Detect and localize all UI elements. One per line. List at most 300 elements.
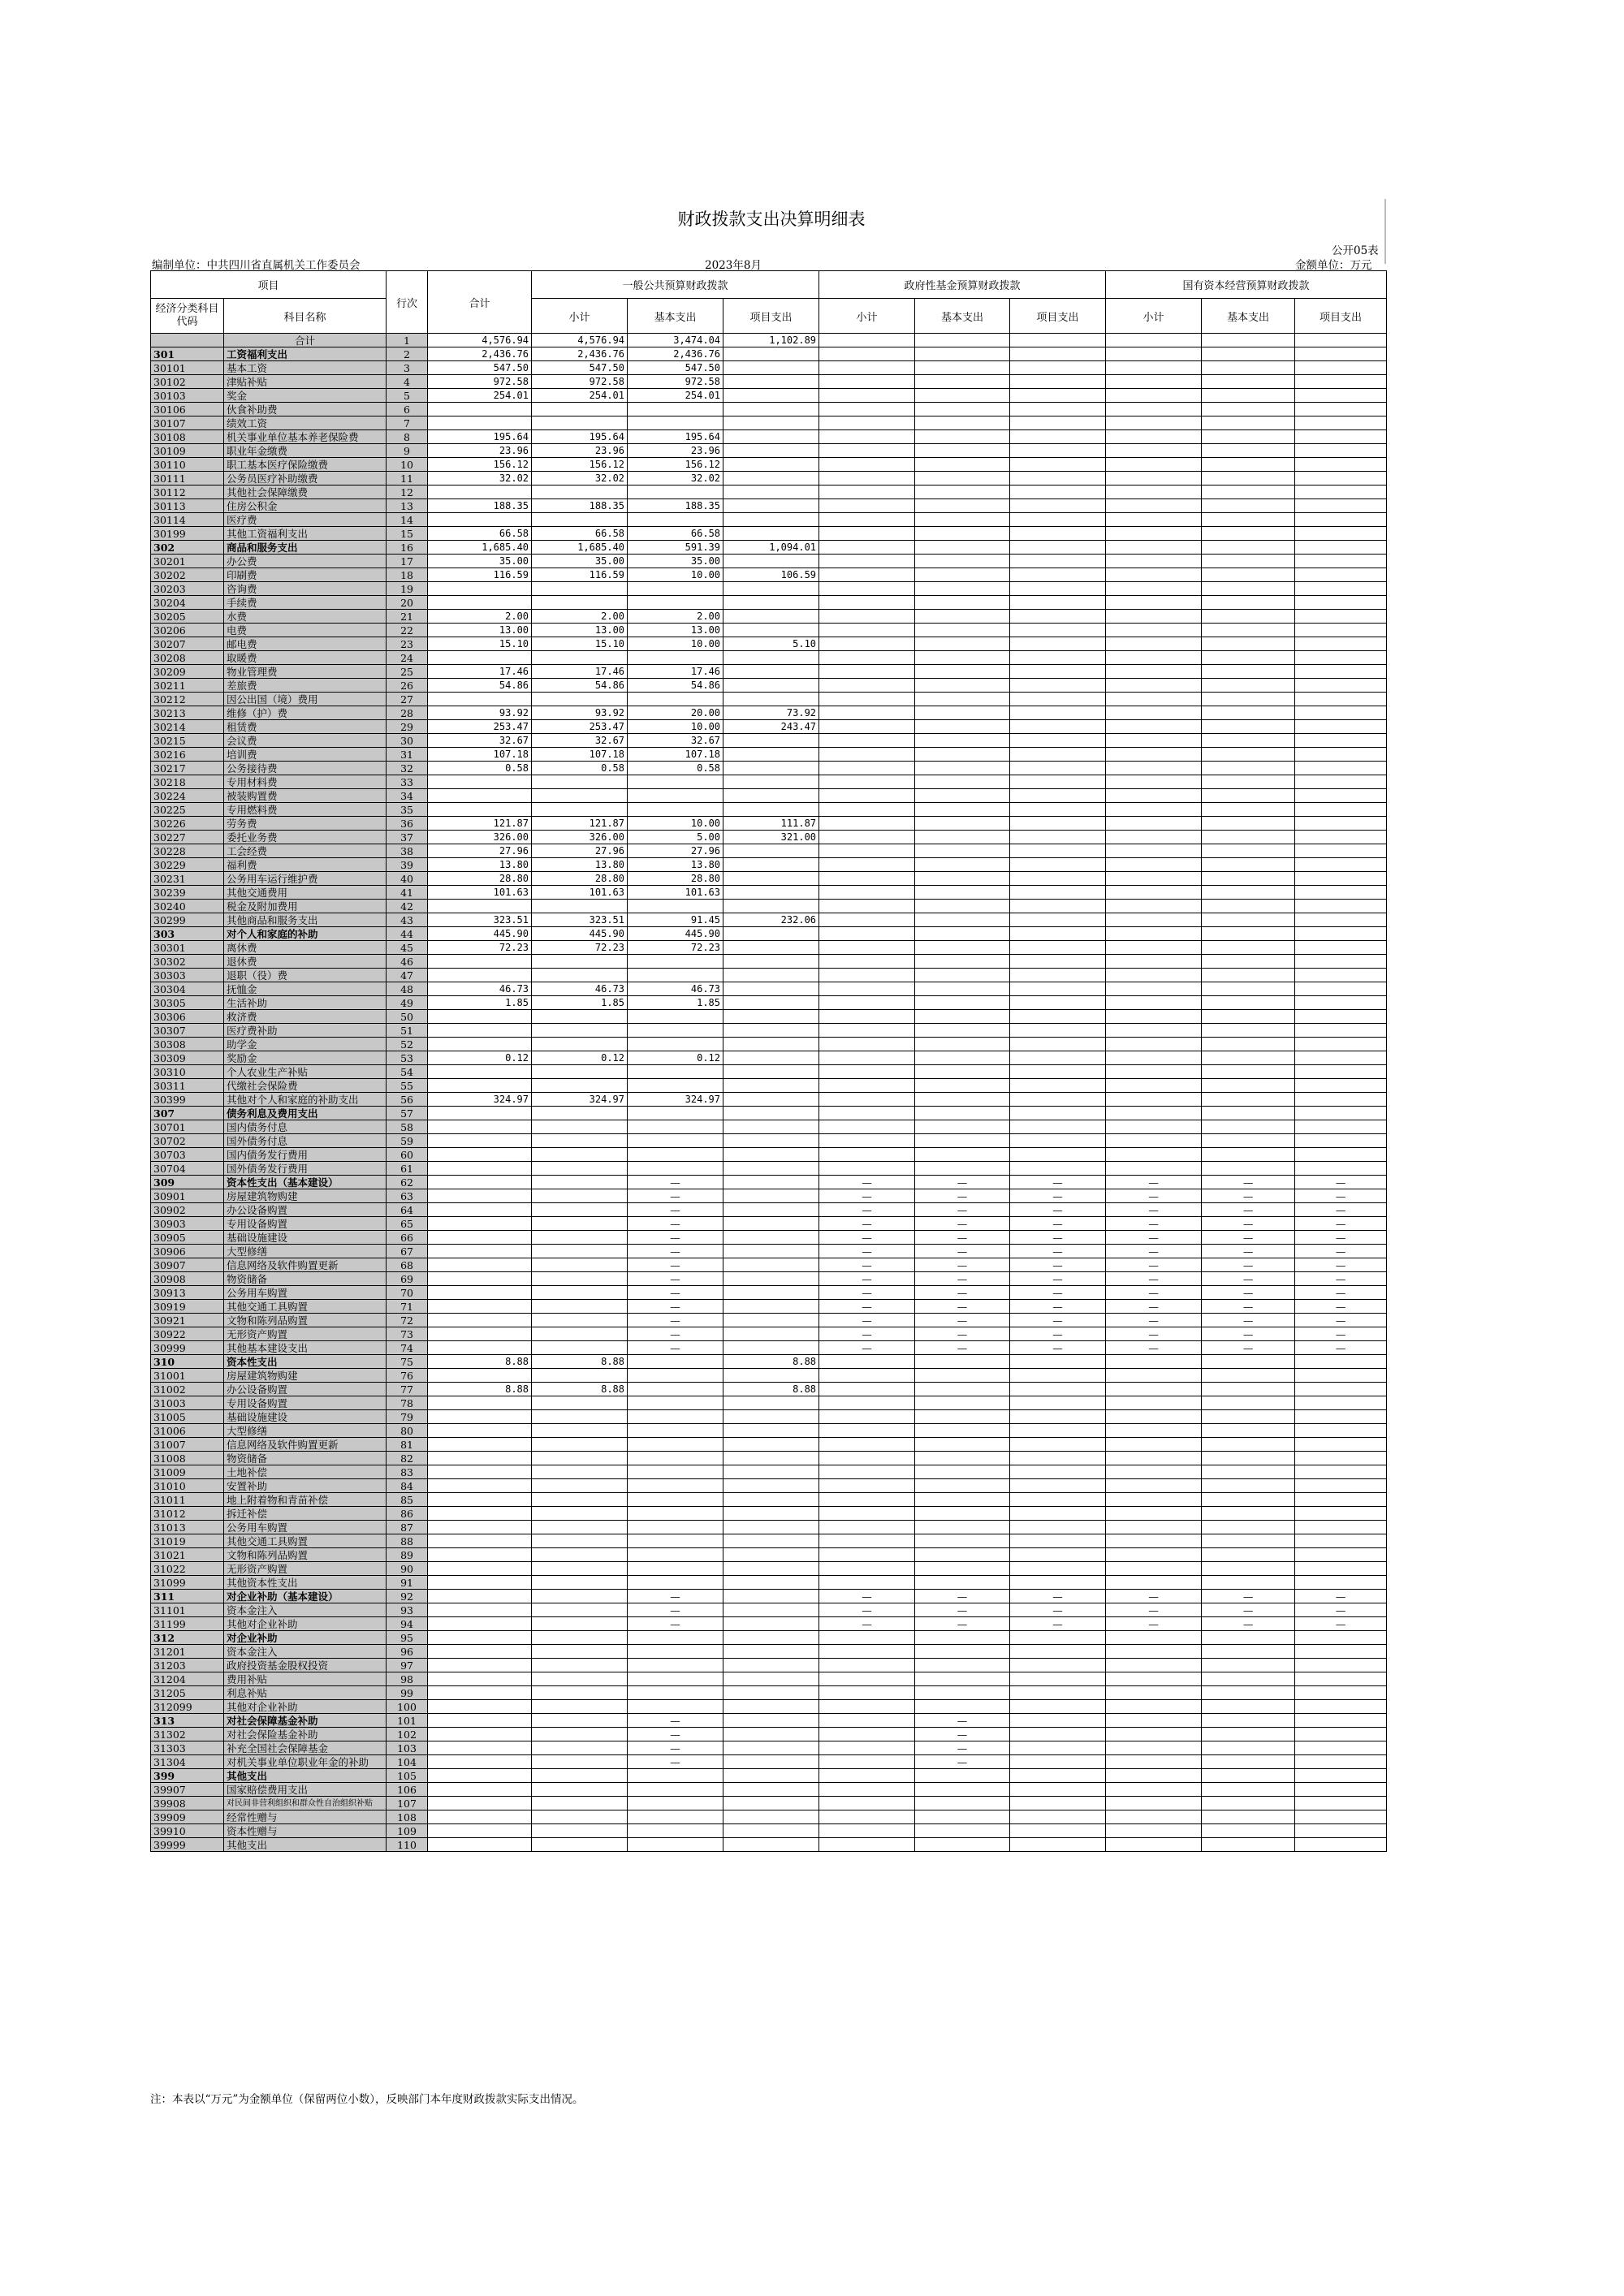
cell-line: 40 bbox=[387, 872, 428, 886]
table-row bbox=[151, 1576, 1387, 1590]
cell-value: 323.51 bbox=[428, 913, 532, 927]
cell-value bbox=[819, 955, 915, 969]
cell-value bbox=[915, 334, 1010, 347]
cell-value bbox=[915, 1010, 1010, 1024]
cell-value bbox=[428, 416, 532, 430]
cell-value: — bbox=[1295, 1245, 1387, 1258]
cell-value: 32.02 bbox=[628, 472, 723, 486]
cell-value bbox=[1106, 872, 1202, 886]
cell-value bbox=[1106, 1769, 1202, 1783]
cell-line: 5 bbox=[387, 389, 428, 403]
cell-value: 324.97 bbox=[628, 1093, 723, 1107]
cell-value bbox=[819, 610, 915, 624]
cell-value: 972.58 bbox=[532, 375, 628, 389]
cell-value bbox=[819, 624, 915, 637]
cell-value bbox=[1295, 913, 1387, 927]
cell-value: — bbox=[1295, 1590, 1387, 1603]
cell-code: 30110 bbox=[151, 458, 224, 472]
cell-value bbox=[915, 1079, 1010, 1093]
cell-value: 188.35 bbox=[428, 499, 532, 513]
cell-value bbox=[532, 1272, 628, 1286]
cell-line: 66 bbox=[387, 1231, 428, 1245]
cell-value: — bbox=[1106, 1272, 1202, 1286]
cell-value bbox=[819, 1797, 915, 1810]
cell-line: 28 bbox=[387, 706, 428, 720]
cell-value bbox=[428, 1038, 532, 1051]
cell-value bbox=[628, 1383, 723, 1396]
cell-line: 21 bbox=[387, 610, 428, 624]
cell-name: 对企业补助（基本建设） bbox=[224, 1590, 387, 1603]
cell-value bbox=[1010, 1686, 1106, 1700]
cell-value: 72.23 bbox=[428, 941, 532, 955]
cell-value: 66.58 bbox=[428, 527, 532, 541]
cell-value bbox=[723, 1300, 819, 1314]
cell-code: 311 bbox=[151, 1590, 224, 1603]
cell-value bbox=[819, 693, 915, 706]
cell-value bbox=[1295, 665, 1387, 679]
cell-value bbox=[1295, 1383, 1387, 1396]
cell-value: — bbox=[1202, 1258, 1295, 1272]
cell-code: 309 bbox=[151, 1176, 224, 1189]
cell-value bbox=[1106, 596, 1202, 610]
cell-value bbox=[628, 1783, 723, 1797]
cell-code: 39907 bbox=[151, 1783, 224, 1797]
cell-value bbox=[532, 969, 628, 982]
currency-unit: 金额单位：万元 bbox=[1295, 259, 1372, 272]
cell-value bbox=[1010, 762, 1106, 775]
cell-name: 水费 bbox=[224, 610, 387, 624]
cell-value bbox=[532, 1603, 628, 1617]
cell-value bbox=[915, 541, 1010, 555]
cell-line: 48 bbox=[387, 982, 428, 996]
cell-code: 31001 bbox=[151, 1369, 224, 1383]
cell-value bbox=[1106, 955, 1202, 969]
cell-value bbox=[723, 900, 819, 913]
cell-value: — bbox=[819, 1245, 915, 1258]
cell-value bbox=[1295, 927, 1387, 941]
cell-value: — bbox=[1202, 1300, 1295, 1314]
cell-value bbox=[428, 513, 532, 527]
cell-value bbox=[428, 1700, 532, 1714]
cell-name: 国外债务付息 bbox=[224, 1134, 387, 1148]
cell-value bbox=[1295, 1672, 1387, 1686]
cell-value bbox=[1202, 1576, 1295, 1590]
cell-value bbox=[1295, 1534, 1387, 1548]
cell-value: 8.88 bbox=[532, 1355, 628, 1369]
cell-value bbox=[532, 1148, 628, 1162]
cell-value bbox=[915, 817, 1010, 831]
cell-name: 医疗费补助 bbox=[224, 1024, 387, 1038]
cell-value bbox=[1202, 913, 1295, 927]
cell-value bbox=[819, 1741, 915, 1755]
cell-value bbox=[1010, 458, 1106, 472]
cell-value bbox=[819, 1038, 915, 1051]
cell-line: 23 bbox=[387, 637, 428, 651]
cell-value bbox=[1010, 1065, 1106, 1079]
cell-value: 32.02 bbox=[428, 472, 532, 486]
cell-value bbox=[428, 955, 532, 969]
cell-value bbox=[1106, 789, 1202, 803]
cell-value bbox=[532, 1203, 628, 1217]
cell-value: — bbox=[1295, 1286, 1387, 1300]
cell-name: 无形资产购置 bbox=[224, 1327, 387, 1341]
cell-value bbox=[428, 1493, 532, 1507]
cell-line: 33 bbox=[387, 775, 428, 789]
cell-value bbox=[819, 1024, 915, 1038]
cell-value bbox=[1202, 1755, 1295, 1769]
cell-value bbox=[428, 1203, 532, 1217]
cell-value: 13.80 bbox=[428, 858, 532, 872]
cell-line: 87 bbox=[387, 1521, 428, 1534]
cell-value bbox=[1295, 403, 1387, 416]
table-row bbox=[151, 416, 1387, 430]
cell-value bbox=[1106, 1065, 1202, 1079]
cell-value: 72.23 bbox=[532, 941, 628, 955]
cell-line: 83 bbox=[387, 1465, 428, 1479]
cell-value bbox=[723, 1686, 819, 1700]
table-row bbox=[151, 1755, 1387, 1769]
cell-value bbox=[1010, 361, 1106, 375]
cell-value: — bbox=[628, 1728, 723, 1741]
cell-line: 15 bbox=[387, 527, 428, 541]
cell-value bbox=[819, 1728, 915, 1741]
cell-value bbox=[1010, 1479, 1106, 1493]
table-row bbox=[151, 900, 1387, 913]
cell-code: 30921 bbox=[151, 1314, 224, 1327]
cell-line: 32 bbox=[387, 762, 428, 775]
cell-value bbox=[1106, 748, 1202, 762]
table-row bbox=[151, 486, 1387, 499]
cell-value bbox=[819, 1534, 915, 1548]
cell-value bbox=[1010, 1493, 1106, 1507]
cell-value bbox=[1295, 1741, 1387, 1755]
cell-value bbox=[1202, 458, 1295, 472]
cell-value bbox=[628, 403, 723, 416]
cell-value bbox=[1010, 1038, 1106, 1051]
cell-value: — bbox=[1010, 1217, 1106, 1231]
cell-value bbox=[819, 499, 915, 513]
cell-value bbox=[428, 1300, 532, 1314]
cell-value bbox=[1010, 679, 1106, 693]
cell-code: 30107 bbox=[151, 416, 224, 430]
cell-line: 108 bbox=[387, 1810, 428, 1824]
table-row bbox=[151, 1824, 1387, 1838]
cell-value bbox=[428, 1341, 532, 1355]
cell-value bbox=[819, 982, 915, 996]
cell-value bbox=[1295, 1465, 1387, 1479]
cell-line: 104 bbox=[387, 1755, 428, 1769]
cell-code: 31099 bbox=[151, 1576, 224, 1590]
cell-line: 42 bbox=[387, 900, 428, 913]
cell-value bbox=[1202, 486, 1295, 499]
table-row bbox=[151, 1120, 1387, 1134]
cell-value: — bbox=[1295, 1203, 1387, 1217]
cell-value bbox=[723, 582, 819, 596]
cell-value: — bbox=[1010, 1617, 1106, 1631]
cell-value: 324.97 bbox=[428, 1093, 532, 1107]
cell-value: — bbox=[1010, 1603, 1106, 1617]
cell-value bbox=[1295, 486, 1387, 499]
cell-value bbox=[628, 1631, 723, 1645]
cell-value bbox=[819, 1493, 915, 1507]
cell-code: 30231 bbox=[151, 872, 224, 886]
cell-value bbox=[1295, 416, 1387, 430]
cell-code: 312099 bbox=[151, 1700, 224, 1714]
cell-value bbox=[1010, 486, 1106, 499]
cell-value bbox=[1106, 927, 1202, 941]
cell-value: 1.85 bbox=[428, 996, 532, 1010]
cell-value bbox=[723, 486, 819, 499]
cell-value bbox=[723, 1148, 819, 1162]
cell-value bbox=[1202, 1672, 1295, 1686]
table-row bbox=[151, 775, 1387, 789]
cell-value bbox=[428, 1258, 532, 1272]
cell-value: 547.50 bbox=[532, 361, 628, 375]
cell-value bbox=[1202, 844, 1295, 858]
table-row bbox=[151, 1038, 1387, 1051]
cell-line: 63 bbox=[387, 1189, 428, 1203]
cell-value bbox=[819, 665, 915, 679]
cell-line: 95 bbox=[387, 1631, 428, 1645]
cell-value bbox=[428, 486, 532, 499]
cell-value bbox=[1295, 430, 1387, 444]
cell-value bbox=[723, 1341, 819, 1355]
cell-value bbox=[819, 1355, 915, 1369]
cell-value bbox=[1106, 1672, 1202, 1686]
table-row bbox=[151, 499, 1387, 513]
cell-value bbox=[1202, 1038, 1295, 1051]
cell-value bbox=[1010, 499, 1106, 513]
cell-code: 30303 bbox=[151, 969, 224, 982]
cell-code: 30109 bbox=[151, 444, 224, 458]
cell-value bbox=[1106, 1383, 1202, 1396]
cell-value bbox=[915, 1659, 1010, 1672]
cell-value bbox=[1202, 720, 1295, 734]
cell-line: 31 bbox=[387, 748, 428, 762]
cell-line: 25 bbox=[387, 665, 428, 679]
cell-name: 基础设施建设 bbox=[224, 1231, 387, 1245]
cell-value bbox=[819, 1134, 915, 1148]
cell-value bbox=[1295, 541, 1387, 555]
cell-value bbox=[723, 872, 819, 886]
cell-value bbox=[628, 1534, 723, 1548]
cell-code: 312 bbox=[151, 1631, 224, 1645]
cell-value bbox=[723, 624, 819, 637]
header-sub: 项目支出 bbox=[1010, 299, 1106, 334]
cell-value bbox=[1106, 1562, 1202, 1576]
cell-value bbox=[723, 416, 819, 430]
cell-value: — bbox=[819, 1258, 915, 1272]
cell-name: 救济费 bbox=[224, 1010, 387, 1024]
cell-value bbox=[819, 900, 915, 913]
cell-value: — bbox=[819, 1341, 915, 1355]
cell-value bbox=[1010, 651, 1106, 665]
cell-value bbox=[723, 1010, 819, 1024]
cell-value bbox=[1010, 1107, 1106, 1120]
table-row bbox=[151, 1797, 1387, 1810]
cell-value bbox=[532, 1369, 628, 1383]
cell-line: 27 bbox=[387, 693, 428, 706]
cell-value bbox=[628, 1769, 723, 1783]
cell-value bbox=[1202, 693, 1295, 706]
cell-line: 51 bbox=[387, 1024, 428, 1038]
cell-name: 离休费 bbox=[224, 941, 387, 955]
cell-code: 310 bbox=[151, 1355, 224, 1369]
cell-value: — bbox=[1202, 1617, 1295, 1631]
cell-value: — bbox=[1106, 1314, 1202, 1327]
cell-value: 54.86 bbox=[532, 679, 628, 693]
cell-value bbox=[1106, 651, 1202, 665]
cell-value bbox=[819, 969, 915, 982]
table-row bbox=[151, 1176, 1387, 1189]
cell-name: 津贴补贴 bbox=[224, 375, 387, 389]
table-row bbox=[151, 1659, 1387, 1672]
cell-value bbox=[819, 347, 915, 361]
cell-value bbox=[1202, 582, 1295, 596]
cell-value bbox=[1295, 1438, 1387, 1452]
cell-value bbox=[915, 472, 1010, 486]
cell-value bbox=[915, 982, 1010, 996]
cell-value bbox=[723, 858, 819, 872]
cell-value bbox=[1010, 665, 1106, 679]
cell-line: 53 bbox=[387, 1051, 428, 1065]
cell-value bbox=[819, 679, 915, 693]
cell-value bbox=[1295, 1107, 1387, 1120]
cell-value: 101.63 bbox=[428, 886, 532, 900]
cell-line: 64 bbox=[387, 1203, 428, 1217]
cell-line: 100 bbox=[387, 1700, 428, 1714]
cell-value bbox=[915, 1507, 1010, 1521]
cell-value bbox=[1106, 969, 1202, 982]
cell-name: 维修（护）费 bbox=[224, 706, 387, 720]
cell-value bbox=[628, 1824, 723, 1838]
cell-value: — bbox=[628, 1217, 723, 1231]
cell-value bbox=[532, 486, 628, 499]
cell-value bbox=[915, 1797, 1010, 1810]
cell-name: 住房公积金 bbox=[224, 499, 387, 513]
cell-value: 73.92 bbox=[723, 706, 819, 720]
cell-value bbox=[915, 527, 1010, 541]
cell-name: 物业管理费 bbox=[224, 665, 387, 679]
cell-value bbox=[1202, 416, 1295, 430]
expenditure-table-container bbox=[150, 270, 1386, 1852]
cell-value bbox=[723, 499, 819, 513]
cell-value bbox=[532, 1562, 628, 1576]
cell-code: 30304 bbox=[151, 982, 224, 996]
cell-value bbox=[723, 1465, 819, 1479]
cell-value bbox=[819, 1148, 915, 1162]
cell-value bbox=[819, 1521, 915, 1534]
cell-value bbox=[1295, 1134, 1387, 1148]
cell-name: 费用补贴 bbox=[224, 1672, 387, 1686]
cell-value: 156.12 bbox=[428, 458, 532, 472]
cell-value: 72.23 bbox=[628, 941, 723, 955]
cell-name: 房屋建筑物购建 bbox=[224, 1189, 387, 1203]
cell-value: — bbox=[628, 1314, 723, 1327]
cell-line: 71 bbox=[387, 1300, 428, 1314]
cell-value bbox=[1295, 1769, 1387, 1783]
cell-code: 30216 bbox=[151, 748, 224, 762]
cell-line: 29 bbox=[387, 720, 428, 734]
cell-value bbox=[723, 969, 819, 982]
cell-value bbox=[915, 1396, 1010, 1410]
cell-value: — bbox=[1295, 1341, 1387, 1355]
cell-value bbox=[1202, 831, 1295, 844]
cell-value bbox=[1295, 1079, 1387, 1093]
cell-value bbox=[532, 1314, 628, 1327]
cell-code: 31205 bbox=[151, 1686, 224, 1700]
cell-value bbox=[723, 1741, 819, 1755]
cell-value bbox=[915, 831, 1010, 844]
cell-code: 31006 bbox=[151, 1424, 224, 1438]
cell-value bbox=[915, 1148, 1010, 1162]
cell-value bbox=[628, 775, 723, 789]
cell-name: 公务用车运行维护费 bbox=[224, 872, 387, 886]
cell-value: 254.01 bbox=[428, 389, 532, 403]
table-row bbox=[151, 1231, 1387, 1245]
cell-value bbox=[723, 1024, 819, 1038]
cell-value bbox=[915, 1107, 1010, 1120]
cell-value bbox=[1295, 941, 1387, 955]
cell-value bbox=[628, 651, 723, 665]
cell-value: 17.46 bbox=[628, 665, 723, 679]
cell-value: 8.88 bbox=[532, 1383, 628, 1396]
cell-value: — bbox=[915, 1245, 1010, 1258]
cell-value bbox=[1106, 472, 1202, 486]
cell-value: — bbox=[915, 1314, 1010, 1327]
cell-value: 20.00 bbox=[628, 706, 723, 720]
cell-line: 14 bbox=[387, 513, 428, 527]
cell-code: 30302 bbox=[151, 955, 224, 969]
cell-value: 254.01 bbox=[532, 389, 628, 403]
cell-value bbox=[1202, 1686, 1295, 1700]
cell-value bbox=[1202, 775, 1295, 789]
table-row bbox=[151, 1051, 1387, 1065]
cell-value: — bbox=[819, 1327, 915, 1341]
cell-value bbox=[915, 1700, 1010, 1714]
cell-value bbox=[1295, 706, 1387, 720]
table-row bbox=[151, 1148, 1387, 1162]
cell-value bbox=[819, 1424, 915, 1438]
cell-value bbox=[1202, 596, 1295, 610]
cell-value bbox=[1202, 637, 1295, 651]
cell-value bbox=[532, 1341, 628, 1355]
cell-value bbox=[1106, 1700, 1202, 1714]
cell-value bbox=[532, 1769, 628, 1783]
cell-line: 54 bbox=[387, 1065, 428, 1079]
cell-value bbox=[915, 858, 1010, 872]
cell-value: — bbox=[628, 1590, 723, 1603]
cell-value: 5.10 bbox=[723, 637, 819, 651]
cell-line: 96 bbox=[387, 1645, 428, 1659]
cell-name: 资本性支出 bbox=[224, 1355, 387, 1369]
cell-value: 8.88 bbox=[428, 1383, 532, 1396]
cell-value bbox=[628, 513, 723, 527]
cell-value bbox=[428, 803, 532, 817]
cell-value: — bbox=[1202, 1245, 1295, 1258]
cell-value bbox=[1202, 430, 1295, 444]
cell-name: 对社会保险基金补助 bbox=[224, 1728, 387, 1741]
cell-value bbox=[723, 1755, 819, 1769]
cell-code: 30227 bbox=[151, 831, 224, 844]
cell-value: — bbox=[819, 1217, 915, 1231]
cell-code: 30212 bbox=[151, 693, 224, 706]
cell-value bbox=[1202, 817, 1295, 831]
cell-value bbox=[1295, 444, 1387, 458]
cell-value bbox=[1295, 527, 1387, 541]
cell-value bbox=[723, 1603, 819, 1617]
cell-value bbox=[723, 1507, 819, 1521]
